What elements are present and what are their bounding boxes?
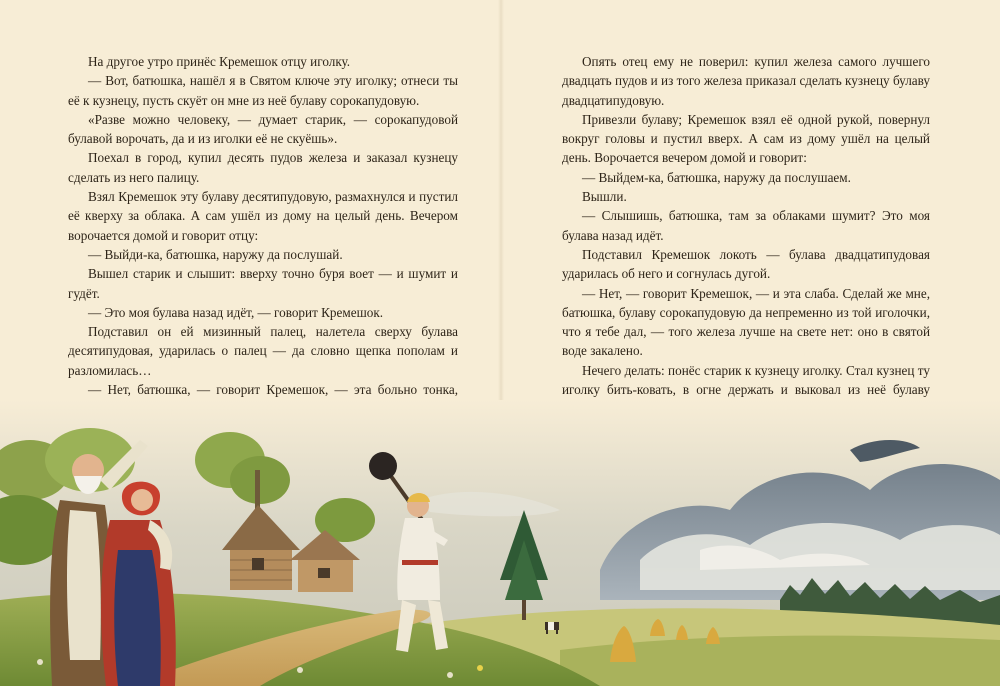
paragraph: — Нет, батюшка, — говорит Кремешок, — эта больно тонка, [88, 382, 458, 398]
paragraph: — Слышишь, батюшка, там за облаками шумит? Это моя булава назад идёт. [562, 208, 930, 243]
right-page-text [562, 52, 930, 419]
paragraph: Опять отец ему не поверил: купил железа самого лучшего двадцать пудов и из того железа приказал сделать кузнецу булаву двадцатипудовую. [562, 54, 930, 108]
paragraph: Вышел старик и слышит: вверху точно буря воет — и шумит и гудёт. [68, 266, 458, 301]
paragraph: Поехал в город, купил десять пудов железа и заказал кузнецу сделать из него палицу. [68, 150, 458, 185]
paragraph: — Вот, батюшка, нашёл я в Святом ключе эту иголку; отнеси ты её к кузнецу, пусть скуёт он мне из неё булаву сорокапудовую. [68, 73, 458, 108]
landscape-illustration [0, 400, 1000, 686]
paragraph: Взял Кремешок эту булаву десятипудовую, размахнулся и пустил её кверху за облака. А сам ушёл из дому на целый день. Вечером ворочается домой и говорит отцу: [68, 189, 458, 243]
paragraph: — Выйди-ка, батюшка, наружу да послушай. [88, 246, 343, 262]
paragraph: — Выйдем-ка, батюшка, наружу да послушаем. [582, 169, 851, 185]
paragraph: Нечего делать: понёс старик к кузнецу иголку. Стал кузнец ту иголку бить-ковать, в огне держать и выковал из неё булаву [562, 362, 930, 398]
paragraph: Привезли булаву; Кремешок взял её одной рукой, повернул вокруг головы и пустил вверх. А сам из дому ушёл на целый день. Ворочается вечером домой и говорит: [562, 111, 930, 166]
paragraph: — Это моя булава назад идёт, — говорит Кремешок. [88, 304, 384, 320]
paragraph: Подставил он ей мизинный палец, налетела сверху булава десятипудовая, ударилась о палец — да словно щепка пополам и разломилась… [68, 324, 458, 378]
paragraph: Подставил Кремешок локоть — булава двадцатипудовая ударилась об него и согнулась дугой. [562, 246, 930, 282]
paragraph: На другое утро принёс Кремешок отцу иголку. [88, 54, 351, 69]
left-page-text [68, 52, 458, 419]
paragraph: «Разве можно человеку, — думает старик, — сорокапудовой булавой ворочать, да и из иголки её не скуёшь». [68, 111, 458, 147]
paragraph: — Нет, — говорит Кремешок, — и эта слаба. Сделай же мне, батюшка, булаву сорокапудовую да непременно из той иголочки, что я тебе дал, — того железа лучше на свете нет: оно в святой воде закалено. [562, 285, 930, 359]
page-gutter [498, 0, 504, 400]
paragraph: Вышли. [582, 189, 627, 205]
